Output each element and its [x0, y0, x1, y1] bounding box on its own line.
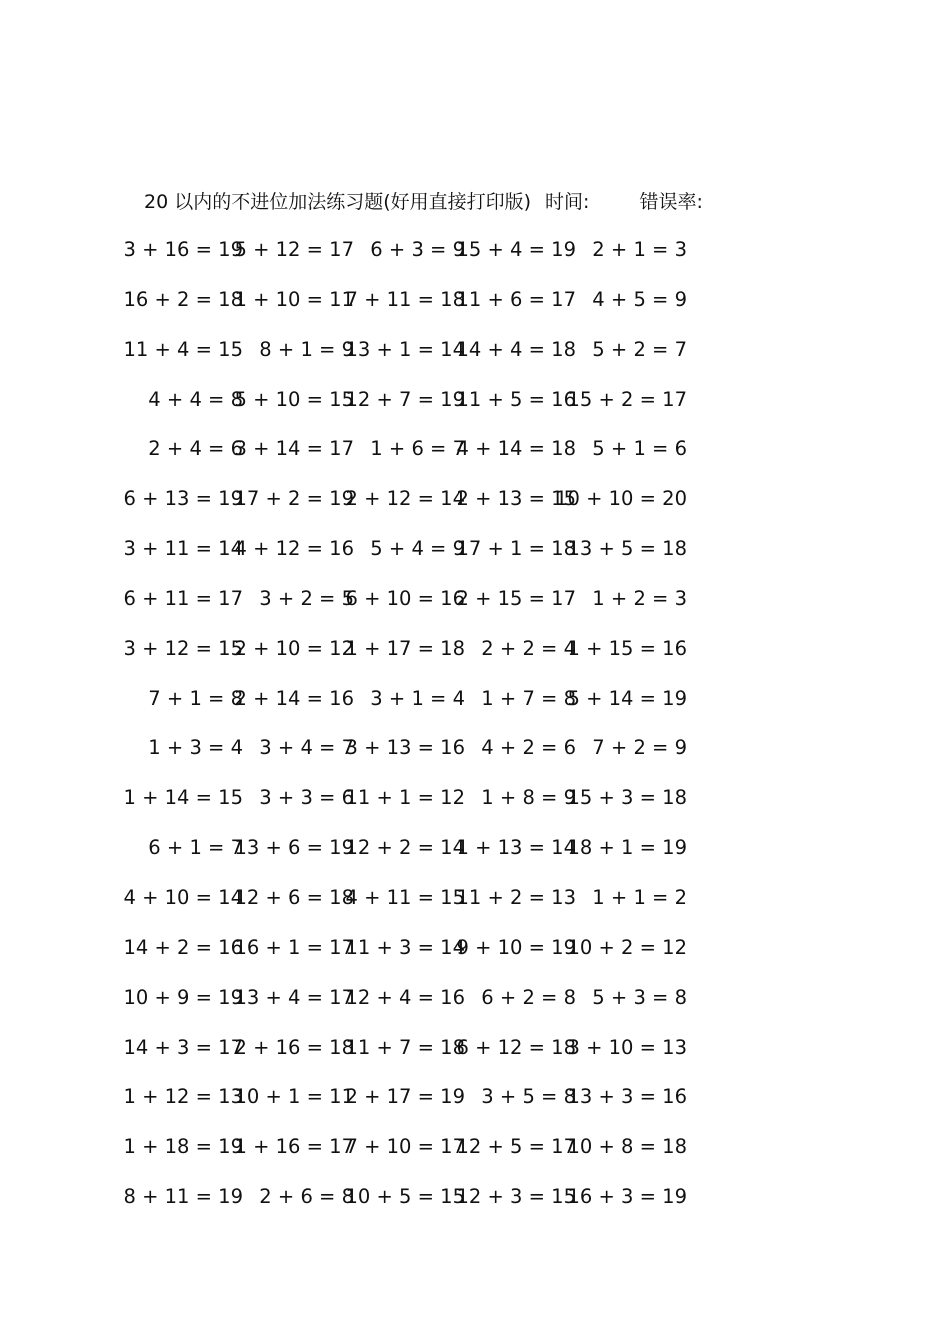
addition-problem: 11 + 3 = 14: [345, 935, 465, 959]
addition-problem: 10 + 8 = 18: [567, 1135, 687, 1159]
problem-row: [0, 585, 950, 635]
addition-problem: 3 + 3 = 6: [259, 786, 354, 810]
worksheet-title: 20 以内的不进位加法练习题(好用直接打印版): [144, 190, 532, 213]
problem-grid: [0, 236, 950, 1233]
problem-row: [0, 685, 950, 735]
addition-problem: 6 + 11 = 17: [123, 586, 243, 610]
addition-problem: 4 + 12 = 16: [234, 537, 354, 561]
addition-problem: 10 + 1 = 11: [234, 1085, 354, 1109]
problem-row: [0, 734, 950, 784]
addition-problem: 1 + 1 = 2: [592, 885, 687, 909]
addition-problem: 7 + 2 = 9: [592, 736, 687, 760]
addition-problem: 13 + 3 = 16: [567, 1085, 687, 1109]
addition-problem: 3 + 11 = 14: [123, 537, 243, 561]
addition-problem: 1 + 10 = 11: [234, 287, 354, 311]
problem-row: [0, 884, 950, 934]
addition-problem: 2 + 6 = 8: [259, 1185, 354, 1209]
addition-problem: 12 + 4 = 16: [345, 985, 465, 1009]
error-rate-label: 错误率:: [639, 190, 703, 213]
addition-problem: 11 + 6 = 17: [456, 287, 576, 311]
addition-problem: 3 + 4 = 7: [259, 736, 354, 760]
addition-problem: 11 + 4 = 15: [123, 337, 243, 361]
addition-problem: 17 + 2 = 19: [234, 487, 354, 511]
addition-problem: 5 + 3 = 8: [592, 985, 687, 1009]
problem-row: [0, 386, 950, 436]
addition-problem: 16 + 2 = 18: [123, 287, 243, 311]
problem-row: [0, 984, 950, 1034]
addition-problem: 6 + 13 = 19: [123, 487, 243, 511]
addition-problem: 3 + 5 = 8: [481, 1085, 576, 1109]
addition-problem: 4 + 4 = 8: [148, 387, 243, 411]
addition-problem: 3 + 14 = 17: [234, 437, 354, 461]
addition-problem: 12 + 6 = 18: [234, 885, 354, 909]
addition-problem: 15 + 3 = 18: [567, 786, 687, 810]
addition-problem: 12 + 2 = 14: [345, 836, 465, 860]
addition-problem: 2 + 15 = 17: [456, 586, 576, 610]
time-label: 时间:: [545, 190, 590, 213]
problem-row: [0, 1133, 950, 1183]
problem-row: [0, 784, 950, 834]
addition-problem: 4 + 5 = 9: [592, 287, 687, 311]
addition-problem: 16 + 1 = 17: [234, 935, 354, 959]
addition-problem: 7 + 10 = 17: [345, 1135, 465, 1159]
problem-row: [0, 834, 950, 884]
addition-problem: 2 + 4 = 6: [148, 437, 243, 461]
addition-problem: 6 + 12 = 18: [456, 1035, 576, 1059]
problem-row: [0, 236, 950, 286]
addition-problem: 7 + 11 = 18: [345, 287, 465, 311]
addition-problem: 2 + 13 = 15: [456, 487, 576, 511]
addition-problem: 5 + 10 = 15: [234, 387, 354, 411]
addition-problem: 10 + 9 = 19: [123, 985, 243, 1009]
addition-problem: 2 + 12 = 14: [345, 487, 465, 511]
addition-problem: 14 + 3 = 17: [123, 1035, 243, 1059]
addition-problem: 1 + 8 = 9: [481, 786, 576, 810]
addition-problem: 5 + 14 = 19: [567, 686, 687, 710]
addition-problem: 3 + 1 = 4: [370, 686, 465, 710]
addition-problem: 1 + 3 = 4: [148, 736, 243, 760]
problem-row: [0, 435, 950, 485]
addition-problem: 4 + 11 = 15: [345, 885, 465, 909]
addition-problem: 11 + 1 = 12: [345, 786, 465, 810]
addition-problem: 1 + 14 = 15: [123, 786, 243, 810]
addition-problem: 9 + 10 = 19: [456, 935, 576, 959]
addition-problem: 4 + 14 = 18: [456, 437, 576, 461]
addition-problem: 13 + 5 = 18: [567, 537, 687, 561]
addition-problem: 2 + 14 = 16: [234, 686, 354, 710]
problem-row: [0, 485, 950, 535]
addition-problem: 13 + 6 = 19: [234, 836, 354, 860]
worksheet-header: [144, 186, 703, 214]
addition-problem: 3 + 13 = 16: [345, 736, 465, 760]
problem-row: [0, 1034, 950, 1084]
addition-problem: 14 + 2 = 16: [123, 935, 243, 959]
addition-problem: 6 + 10 = 16: [345, 586, 465, 610]
addition-problem: 2 + 2 = 4: [481, 636, 576, 660]
addition-problem: 3 + 10 = 13: [567, 1035, 687, 1059]
addition-problem: 2 + 17 = 19: [345, 1085, 465, 1109]
addition-problem: 16 + 3 = 19: [567, 1185, 687, 1209]
addition-problem: 3 + 2 = 5: [259, 586, 354, 610]
addition-problem: 2 + 16 = 18: [234, 1035, 354, 1059]
addition-problem: 1 + 16 = 17: [234, 1135, 354, 1159]
addition-problem: 14 + 4 = 18: [456, 337, 576, 361]
addition-problem: 6 + 2 = 8: [481, 985, 576, 1009]
addition-problem: 1 + 17 = 18: [345, 636, 465, 660]
addition-problem: 10 + 10 = 20: [555, 487, 687, 511]
addition-problem: 1 + 15 = 16: [567, 636, 687, 660]
addition-problem: 2 + 10 = 12: [234, 636, 354, 660]
addition-problem: 5 + 4 = 9: [370, 537, 465, 561]
addition-problem: 5 + 12 = 17: [234, 238, 354, 261]
addition-problem: 11 + 5 = 16: [456, 387, 576, 411]
addition-problem: 5 + 1 = 6: [592, 437, 687, 461]
problem-row: [0, 934, 950, 984]
addition-problem: 12 + 5 = 17: [456, 1135, 576, 1159]
addition-problem: 11 + 7 = 18: [345, 1035, 465, 1059]
addition-problem: 6 + 3 = 9: [370, 238, 465, 261]
addition-problem: 17 + 1 = 18: [456, 537, 576, 561]
addition-problem: 15 + 2 = 17: [567, 387, 687, 411]
problem-row: [0, 1183, 950, 1233]
addition-problem: 4 + 2 = 6: [481, 736, 576, 760]
addition-problem: 11 + 2 = 13: [456, 885, 576, 909]
addition-problem: 13 + 1 = 14: [345, 337, 465, 361]
addition-problem: 8 + 1 = 9: [259, 337, 354, 361]
addition-problem: 15 + 4 = 19: [456, 238, 576, 261]
problem-row: [0, 535, 950, 585]
addition-problem: 6 + 1 = 7: [148, 836, 243, 860]
addition-problem: 18 + 1 = 19: [567, 836, 687, 860]
addition-problem: 1 + 13 = 14: [456, 836, 576, 860]
addition-problem: 12 + 3 = 15: [456, 1185, 576, 1209]
problem-row: [0, 336, 950, 386]
addition-problem: 10 + 2 = 12: [567, 935, 687, 959]
addition-problem: 3 + 16 = 19: [123, 238, 243, 261]
addition-problem: 1 + 6 = 7: [370, 437, 465, 461]
addition-problem: 7 + 1 = 8: [148, 686, 243, 710]
addition-problem: 1 + 12 = 13: [123, 1085, 243, 1109]
addition-problem: 3 + 12 = 15: [123, 636, 243, 660]
addition-problem: 1 + 2 = 3: [592, 586, 687, 610]
addition-problem: 4 + 10 = 14: [123, 885, 243, 909]
problem-row: [0, 635, 950, 685]
addition-problem: 5 + 2 = 7: [592, 337, 687, 361]
addition-problem: 2 + 1 = 3: [592, 238, 687, 261]
addition-problem: 1 + 18 = 19: [123, 1135, 243, 1159]
addition-problem: 1 + 7 = 8: [481, 686, 576, 710]
addition-problem: 8 + 11 = 19: [123, 1185, 243, 1209]
problem-row: [0, 1083, 950, 1133]
addition-problem: 12 + 7 = 19: [345, 387, 465, 411]
addition-problem: 10 + 5 = 15: [345, 1185, 465, 1209]
addition-problem: 13 + 4 = 17: [234, 985, 354, 1009]
problem-row: [0, 286, 950, 336]
